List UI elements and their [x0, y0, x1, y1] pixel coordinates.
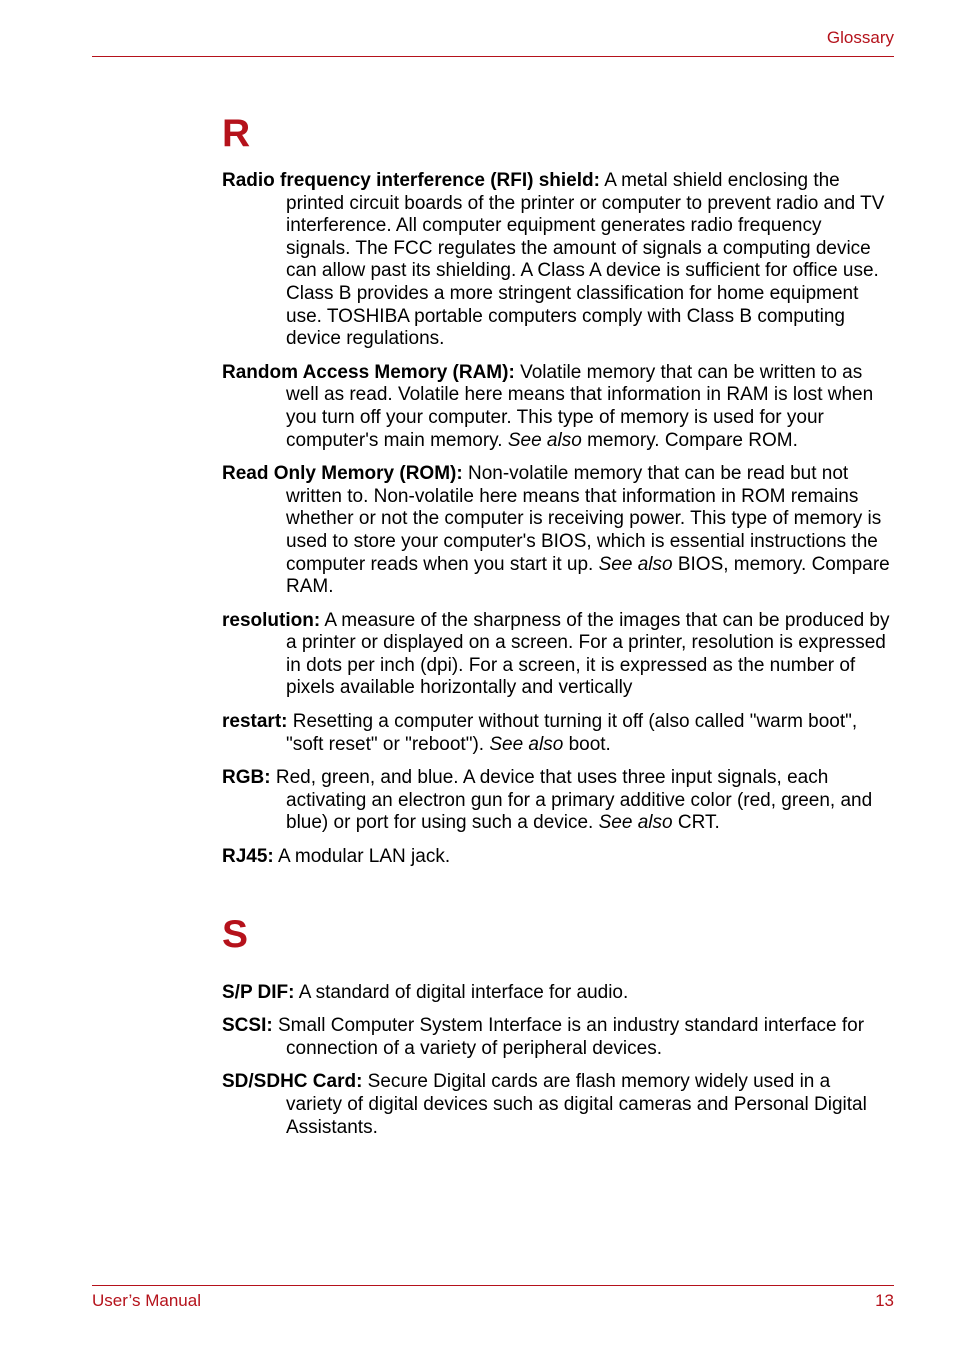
section-spacer [222, 880, 890, 909]
glossary-term: resolution: [222, 609, 321, 631]
glossary-term: Radio frequency interference (RFI) shield: [222, 170, 600, 191]
glossary-definition: Volatile memory that can be written to as well as read. Volatile here means that information in RAM is lost when you turn off your computer. This type of memory is used for your computer's main memory. [286, 361, 874, 451]
glossary-term: RGB: [222, 767, 271, 789]
glossary-entry-restart [222, 711, 890, 756]
page-number: 13 [875, 1291, 894, 1310]
running-header: Glossary [826, 28, 894, 47]
glossary-term: SCSI: [222, 1015, 273, 1037]
glossary-term: SD/SDHC Card: [222, 1071, 363, 1093]
glossary-definition: Small Computer System Interface is an industry standard interface for connection of a variety of peripheral devices. [272, 1015, 865, 1059]
see-also-text: See also [598, 553, 673, 575]
glossary-definition: A standard of digital interface for audio. [294, 981, 629, 1003]
glossary-definition-tail: CRT. [672, 812, 720, 834]
glossary-entry-ram [222, 362, 890, 452]
glossary-term: S/P DIF: [222, 981, 295, 1003]
glossary-definition-tail: memory. Compare ROM. [581, 429, 798, 451]
section-heading-r: R [222, 112, 251, 155]
glossary-term: restart: [222, 711, 288, 733]
footer-manual-title: User’s Manual [92, 1291, 201, 1310]
glossary-entry-rfi-shield [222, 170, 890, 351]
glossary-entry-sd-sdhc-card [222, 1071, 890, 1139]
glossary-definition: Non-volatile memory that can be read but not written to. Non-volatile here means that information in ROM remains whether or not the computer is receiving power. This type of memory is used to store your computer's BIOS, which is essential instructions the computer reads when you start it up. [286, 463, 882, 575]
glossary-definition: Red, green, and blue. A device that uses three input signals, each activating an electron gun for a primary additive color (red, green, and blue) or port for using such a device. [270, 767, 873, 834]
section-heading-s: S [222, 912, 249, 956]
glossary-term: Read Only Memory (ROM): [222, 463, 463, 485]
glossary-definition: A measure of the sharpness of the images that can be produced by a printer or displayed on a screen. For a printer, resolution is expressed in dots per inch (dpi). For a screen, it is expressed as the number of pixels available horizontally and vertically [286, 609, 890, 699]
glossary-term: Random Access Memory (RAM): [222, 361, 515, 383]
glossary-definition: A metal shield enclosing the printed circuit boards of the printer or computer to prevent radio and TV interference. All computer equipment generates radio frequency signals. The FCC regulates the amount of signals a computing device can allow past its shielding. A Class A device is sufficient for office use. Class B provides a more stringent classification for home equipment use. TOSHIBA portable computers comply with Class B computing device regulations. [286, 170, 885, 350]
glossary-content [222, 108, 890, 1150]
glossary-entry-sp-dif [222, 982, 890, 1005]
see-also-text: See also [598, 812, 673, 834]
glossary-definition-tail: BIOS, memory. Compare RAM. [286, 553, 890, 598]
header-divider [92, 56, 894, 57]
glossary-entry-scsi [222, 1015, 890, 1060]
glossary-entry-resolution [222, 610, 890, 700]
see-also-text: See also [507, 429, 582, 451]
glossary-entry-rom [222, 463, 890, 599]
footer-divider [92, 1285, 894, 1286]
glossary-entry-rj45 [222, 846, 890, 869]
glossary-definition: A modular LAN jack. [273, 846, 451, 868]
glossary-definition: Secure Digital cards are flash memory widely used in a variety of digital devices such as digital cameras and Personal Digital Assistants. [286, 1071, 867, 1138]
see-also-text: See also [489, 733, 564, 755]
glossary-definition: Resetting a computer without turning it off (also called "warm boot", "soft reset" or "reboot"). [286, 711, 858, 755]
glossary-definition-tail: boot. [563, 733, 611, 755]
glossary-term: RJ45: [222, 846, 274, 868]
glossary-entry-rgb [222, 767, 890, 835]
